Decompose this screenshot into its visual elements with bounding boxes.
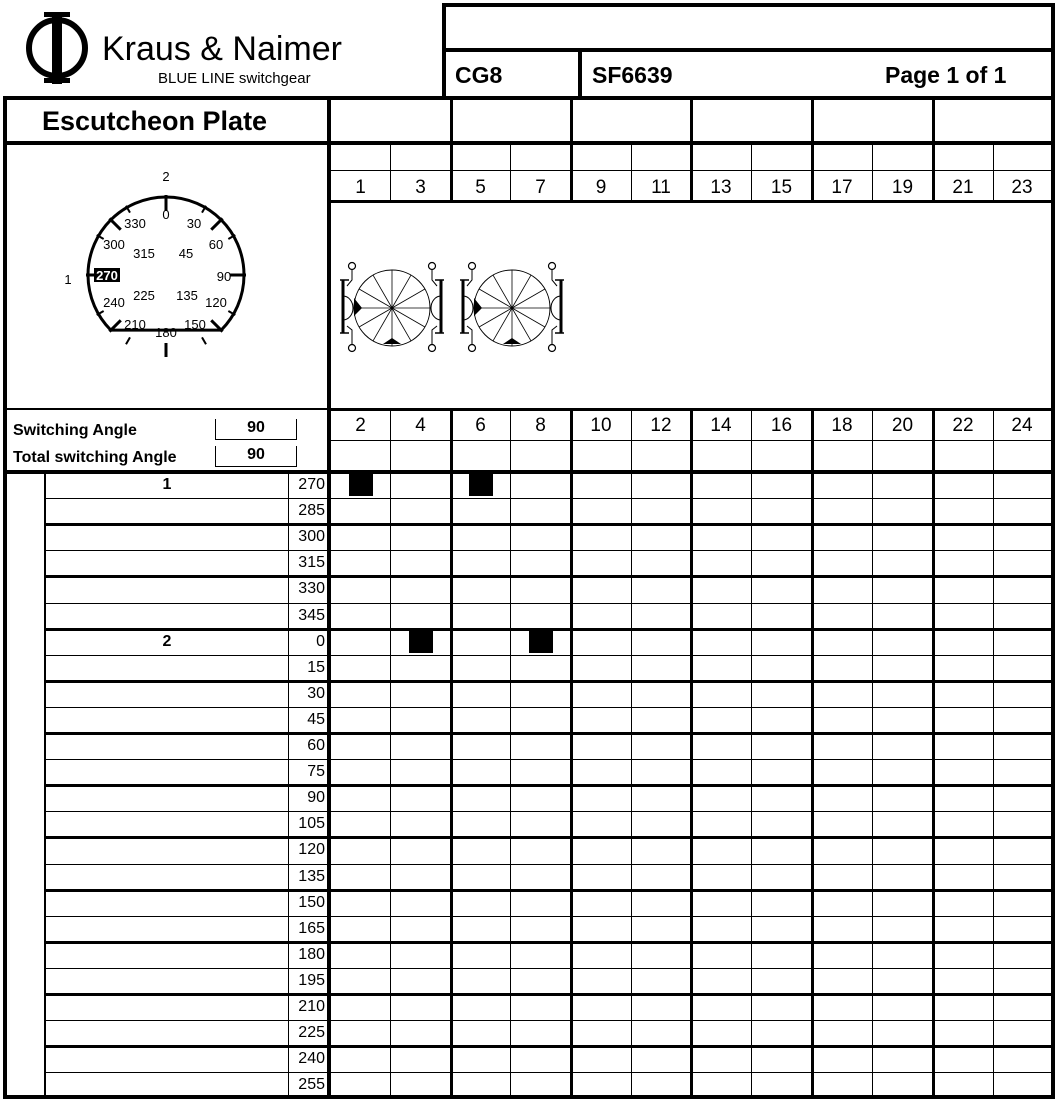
contact-spoke (373, 275, 392, 308)
terminal-top-11: 11 (651, 177, 671, 198)
dial-angle-label: 90 (216, 269, 232, 284)
dial-tick (109, 218, 120, 229)
contact-terminal (469, 263, 476, 270)
terminal-bottom-14: 14 (710, 415, 732, 436)
contact-spoke (479, 308, 512, 327)
contact-terminal (549, 263, 556, 270)
terminal-top-21: 21 (952, 177, 974, 198)
brand-name: Kraus & Naimer (102, 30, 342, 68)
row-angle: 120 (298, 841, 325, 859)
dial-angle-label: 0 (162, 207, 170, 222)
row-position: 1 (162, 476, 172, 493)
contact-lead (552, 270, 557, 286)
brand-tagline: BLUE LINE switchgear (158, 70, 311, 87)
dial-position-label: 1 (64, 272, 72, 287)
terminal-top-23: 23 (1011, 177, 1033, 198)
row-angle: 300 (298, 528, 325, 546)
contact-spoke (479, 289, 512, 308)
row-divider (331, 170, 1053, 171)
contact-spoke (512, 308, 545, 327)
row-divider (331, 440, 1053, 441)
contact-spoke (392, 308, 411, 341)
brand-logo (22, 10, 442, 90)
dial-angle-label: 30 (186, 216, 202, 231)
contact-terminal (429, 345, 436, 352)
dial-angle-label: 135 (176, 288, 198, 303)
dial-angle-label: 210 (124, 317, 146, 332)
contact-spoke (392, 275, 411, 308)
table-row-divider (44, 680, 1053, 683)
contact-cam (354, 298, 362, 316)
terminal-bottom-6: 6 (475, 415, 486, 436)
row-angle: 90 (307, 789, 325, 807)
contact-spoke (512, 275, 531, 308)
row-angle: 75 (307, 763, 325, 781)
terminal-top-7: 7 (535, 177, 546, 198)
terminal-bottom-8: 8 (535, 415, 546, 436)
model-code: CG8 (455, 62, 503, 88)
contact-spoke (392, 308, 425, 327)
table-row-divider (44, 916, 1053, 917)
terminal-bottom-12: 12 (650, 415, 672, 436)
terminal-top-5: 5 (475, 177, 486, 198)
row-position: 2 (162, 632, 172, 650)
row-angle: 0 (316, 632, 325, 650)
row-angle: 285 (298, 502, 325, 520)
row-angle: 15 (307, 658, 325, 676)
table-row-divider (44, 707, 1053, 708)
table-row-divider (44, 941, 1053, 944)
row-angle: 210 (298, 998, 325, 1015)
row-angle: 315 (298, 554, 325, 572)
contact-closed-mark (409, 631, 433, 653)
row-angle: 195 (298, 971, 325, 989)
row-angle: 225 (298, 1024, 325, 1042)
row-angle: 165 (298, 919, 325, 937)
dial-tick (211, 218, 222, 229)
row-divider (331, 200, 1053, 203)
table-row-divider (44, 575, 1053, 578)
terminal-top-19: 19 (891, 177, 914, 198)
plate-title: Escutcheon Plate (42, 106, 268, 136)
row-divider (331, 408, 1053, 411)
terminal-bottom-20: 20 (891, 415, 914, 436)
contact-lead (432, 326, 437, 344)
table-row-divider (44, 864, 1053, 865)
contact-spoke (359, 289, 392, 308)
contact-lead (347, 270, 352, 286)
row-angle: 150 (298, 893, 325, 911)
row-angle: 345 (298, 606, 325, 624)
terminal-top-13: 13 (710, 177, 732, 198)
row-angle: 30 (307, 684, 325, 702)
row-angle: 180 (298, 945, 325, 963)
contact-terminal (349, 263, 356, 270)
dial-position-label: 2 (162, 169, 170, 184)
table-row-divider (44, 550, 1053, 551)
terminal-bottom-2: 2 (355, 415, 366, 436)
terminal-top-3: 3 (415, 177, 426, 198)
dial-angle-label: 315 (133, 246, 155, 261)
dial-angle-label: 240 (103, 295, 125, 310)
contact-spoke (512, 308, 531, 341)
table-row-divider (44, 811, 1053, 812)
contact-cam (383, 338, 401, 344)
dial-angle-label: 330 (124, 216, 146, 231)
table-row-divider (44, 1045, 1053, 1048)
contact-spoke (359, 308, 392, 327)
row-angle: 330 (298, 580, 325, 598)
dial-angle-label: 120 (205, 295, 227, 310)
table-row-divider (44, 732, 1053, 735)
terminal-bottom-22: 22 (952, 415, 974, 436)
row-angle: 105 (298, 815, 325, 833)
contact-terminal (429, 263, 436, 270)
terminal-top-15: 15 (770, 177, 793, 198)
contact-terminal (349, 345, 356, 352)
row-angle: 240 (298, 1050, 325, 1068)
terminal-top-17: 17 (831, 177, 853, 198)
row-angle: 270 (298, 476, 325, 493)
switching-angle-label: Switching Angle (13, 422, 137, 439)
dial-tick (202, 337, 206, 344)
table-row-divider (44, 836, 1053, 839)
table-row-divider (44, 523, 1053, 526)
row-angle: 255 (298, 1076, 325, 1094)
part-number: SF6639 (592, 62, 673, 88)
table-row-divider (44, 498, 1053, 499)
table-row-divider (44, 603, 1053, 604)
terminal-top-9: 9 (595, 177, 607, 198)
contact-spoke (493, 275, 512, 308)
contact-closed-mark (469, 474, 493, 496)
contact-terminal (469, 345, 476, 352)
terminal-bottom-16: 16 (770, 415, 793, 436)
terminal-bottom-4: 4 (415, 415, 426, 436)
total-angle-label: Total switching Angle (13, 449, 177, 466)
table-row-divider (44, 784, 1053, 787)
contact-cam (503, 338, 521, 344)
dial-angle-label: 225 (133, 288, 155, 303)
contact-lead (467, 326, 472, 344)
terminal-bottom-10: 10 (590, 415, 612, 436)
contact-terminal (549, 345, 556, 352)
table-row-divider (44, 968, 1053, 969)
escutcheon-dial (8, 150, 328, 410)
table-row-divider (44, 1072, 1053, 1073)
total-angle-value: 90 (215, 446, 297, 467)
dial-tick (126, 337, 130, 344)
switching-angle-value: 90 (215, 419, 297, 440)
row-angle: 60 (307, 737, 325, 754)
table-row-divider (44, 1020, 1053, 1021)
row-angle: 45 (307, 710, 325, 728)
contact-lead (467, 270, 472, 286)
contact-lead (347, 326, 352, 344)
phi-logo-icon (22, 10, 97, 85)
contact-diagram (335, 258, 575, 358)
terminal-bottom-18: 18 (831, 415, 853, 436)
table-row-divider (44, 759, 1053, 760)
dial-angle-label: 180 (155, 325, 177, 340)
contact-lead (552, 326, 557, 344)
contact-closed-mark (529, 631, 553, 653)
table-row-divider (44, 889, 1053, 892)
dial-angle-label: 45 (178, 246, 194, 261)
contact-lead (432, 270, 437, 286)
dial-angle-label: 300 (103, 237, 125, 252)
table-row-divider (44, 655, 1053, 656)
terminal-bottom-24: 24 (1011, 415, 1033, 436)
dial-angle-label: 60 (208, 237, 224, 252)
contact-cam (474, 298, 482, 316)
contact-spoke (373, 308, 392, 341)
contact-closed-mark (349, 474, 373, 496)
dial-selected-label: 270 (96, 268, 118, 283)
contact-spoke (493, 308, 512, 341)
contact-spoke (392, 289, 425, 308)
contact-spoke (512, 289, 545, 308)
dial-angle-label: 150 (184, 317, 206, 332)
terminal-top-1: 1 (355, 177, 366, 198)
table-row-divider (44, 993, 1053, 996)
page-indicator: Page 1 of 1 (885, 62, 1007, 88)
row-angle: 135 (298, 867, 325, 885)
